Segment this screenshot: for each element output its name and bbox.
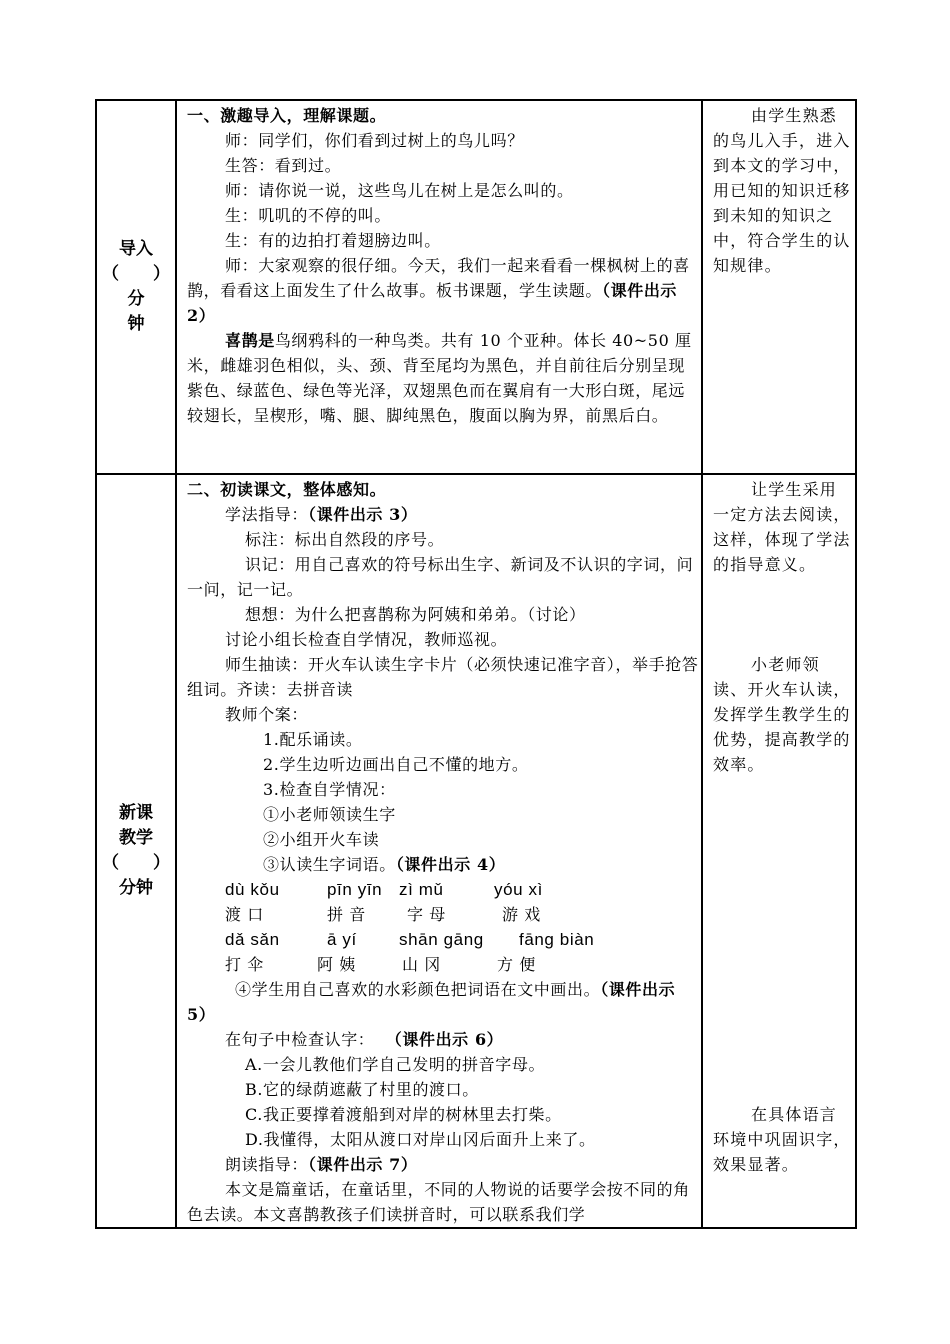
table-row-intro — [96, 100, 856, 474]
pinyin-word: dǎ sǎn — [225, 930, 280, 949]
case-title: 教师个案： — [225, 705, 309, 724]
courseware-ref: （课件出示 3） — [308, 505, 418, 524]
table-row-new-lesson — [96, 474, 856, 1228]
spot-reading: 师生抽读：开火车认读生字卡片（必须快速记准字音），举手抢答组词。齐读：去拼音读 — [187, 655, 699, 699]
vocab-word: 方 便 — [497, 955, 536, 974]
sentence-item: B.它的绿荫遮蔽了村里的渡口。 — [245, 1080, 479, 1099]
dialogue-line: 生：有的边拍打着翅膀边叫。 — [225, 231, 441, 250]
pinyin-row — [187, 927, 701, 952]
check-label: 在句子中检查认字： — [225, 1030, 375, 1049]
method-think: 想想：为什么把喜鹊称为阿姨和弟弟。（讨论） — [245, 605, 586, 624]
stage-label-line: 教学 — [119, 828, 153, 848]
sentence-item: C.我正要撑着渡船到对岸的树林里去打柴。 — [245, 1105, 562, 1124]
pinyin-word: yóu xì — [494, 880, 543, 899]
stage-label-line: （ ）分 — [102, 264, 170, 309]
vocab-word: 拼 音 — [327, 905, 366, 924]
step-item: 1.配乐诵读。 — [263, 730, 363, 749]
dialogue-line: 生：叽叽的不停的叫。 — [225, 206, 392, 225]
vocab-word: 山 冈 — [402, 955, 441, 974]
group-check: 讨论小组长检查自学情况，教师巡视。 — [225, 630, 508, 649]
note-text: 由学生熟悉的鸟儿入手，进入到本文的学习中，用已知的知识迁移到未知的知识之中，符合学生的认知规律。 — [713, 106, 851, 275]
note-spacer — [713, 577, 851, 652]
color-task-text: ④学生用自己喜欢的水彩颜色把词语在文中画出。 — [235, 980, 601, 999]
reading-guide-text: 本文是篇童话，在童话里，不同的人物说的话要学会按不同的角色去读。本文喜鹊教孩子们读拼音时，可以联系我们学 — [187, 1180, 690, 1224]
sub-step-item: ①小老师领读生字 — [263, 805, 396, 824]
sub-step-text: ③认读生字词语。 — [263, 855, 396, 874]
term-bold: 喜鹊是 — [225, 331, 275, 350]
step-item: 3.检查自学情况： — [263, 780, 396, 799]
method-mark: 标注：标出自然段的序号。 — [245, 530, 445, 549]
paragraph — [187, 253, 701, 328]
stage-label-line: （ ） — [102, 853, 170, 873]
stage-content-intro — [176, 100, 702, 474]
paragraph-magpie — [187, 328, 701, 428]
vocab-word: 字 母 — [407, 905, 446, 924]
note-text: 让学生采用一定方法去阅读，这样，体现了学法的指导意义。 — [713, 480, 851, 574]
paragraph-text: 鸟纲鸦科的一种鸟类。共有 10 个亚种。体长 40~50 厘米，雌雄羽色相似，头、颈、背至尾均为黑色，并自前往后分别呈现紫色、绿蓝色、绿色等光泽，双翅黑色而在翼肩有一大形白斑，尾远较翅长，呈楔形，嘴、腿、脚纯黑色，腹面以胸为界，前黑后白。 — [187, 331, 692, 425]
vocab-row — [187, 952, 701, 977]
sentence-item: A.一会儿教他们学自己发明的拼音字母。 — [245, 1055, 546, 1074]
method-memorize: 识记：用自己喜欢的符号标出生字、新词及不认识的字词，问一问，记一记。 — [187, 555, 694, 599]
method-line — [187, 502, 701, 527]
design-note-intro — [702, 100, 856, 474]
lesson-plan-table — [95, 99, 857, 1229]
pinyin-word: ā yí — [327, 930, 357, 949]
section-heading: 二、初读课文，整体感知。 — [187, 480, 387, 499]
sub-step-item — [187, 852, 701, 877]
note-text: 小老师领读、开火车认读，发挥学生教学生的优势，提高教学的效率。 — [713, 655, 851, 774]
dialogue-line: 师：同学们，你们看到过树上的鸟儿吗？ — [225, 131, 524, 150]
check-line — [187, 1027, 701, 1052]
note-text: 在具体语言环境中巩固识字，效果显著。 — [713, 1105, 851, 1174]
pinyin-word: dù kǒu — [225, 880, 280, 899]
method-label: 学法指导： — [225, 505, 309, 524]
stage-label-intro — [96, 100, 176, 474]
courseware-ref: （课件出示 6） — [385, 1030, 504, 1049]
section-heading: 一、激趣导入，理解课题。 — [187, 106, 387, 125]
dialogue-line: 生答：看到过。 — [225, 156, 342, 175]
pinyin-word: pīn yīn — [327, 880, 383, 899]
vocab-word: 游 戏 — [502, 905, 541, 924]
note-spacer — [713, 777, 851, 1102]
stage-label-line: 分钟 — [119, 878, 153, 898]
stage-label-new-lesson — [96, 474, 176, 1228]
sentence-item: D.我懂得，太阳从渡口对岸山冈后面升上来了。 — [245, 1130, 596, 1149]
vocab-word: 阿 姨 — [317, 955, 356, 974]
sub-step-item: ②小组开火车读 — [263, 830, 380, 849]
paragraph-text: 师：大家观察的很仔细。今天，我们一起来看看一棵枫树上的喜鹊，看看这上面发生了什么故事。板书课题，学生读题。 — [187, 256, 690, 300]
courseware-ref: （课件出示 2） — [187, 281, 678, 325]
color-task — [187, 977, 701, 1027]
pinyin-word: shān gāng — [399, 930, 484, 949]
stage-label-line: 导入 — [119, 239, 153, 259]
dialogue-line: 师：请你说一说，这些鸟儿在树上是怎么叫的。 — [225, 181, 574, 200]
pinyin-word: fāng biàn — [519, 930, 595, 949]
reading-guide-line — [187, 1152, 701, 1177]
courseware-ref: （课件出示 4） — [395, 855, 506, 874]
reading-guide-label: 朗读指导： — [225, 1155, 309, 1174]
stage-content-new-lesson — [176, 474, 702, 1228]
vocab-row — [187, 902, 701, 927]
vocab-word: 渡 口 — [225, 905, 264, 924]
pinyin-row — [187, 877, 701, 902]
pinyin-word: zì mǔ — [399, 880, 444, 899]
vocab-word: 打 伞 — [225, 955, 264, 974]
stage-label-line: 钟 — [127, 314, 145, 334]
step-item: 2.学生边听边画出自己不懂的地方。 — [263, 755, 529, 774]
stage-label-line: 新课 — [119, 803, 153, 823]
design-note-new-lesson — [702, 474, 856, 1228]
courseware-ref: （课件出示 5） — [187, 980, 676, 1024]
courseware-ref: （课件出示 7） — [308, 1155, 418, 1174]
